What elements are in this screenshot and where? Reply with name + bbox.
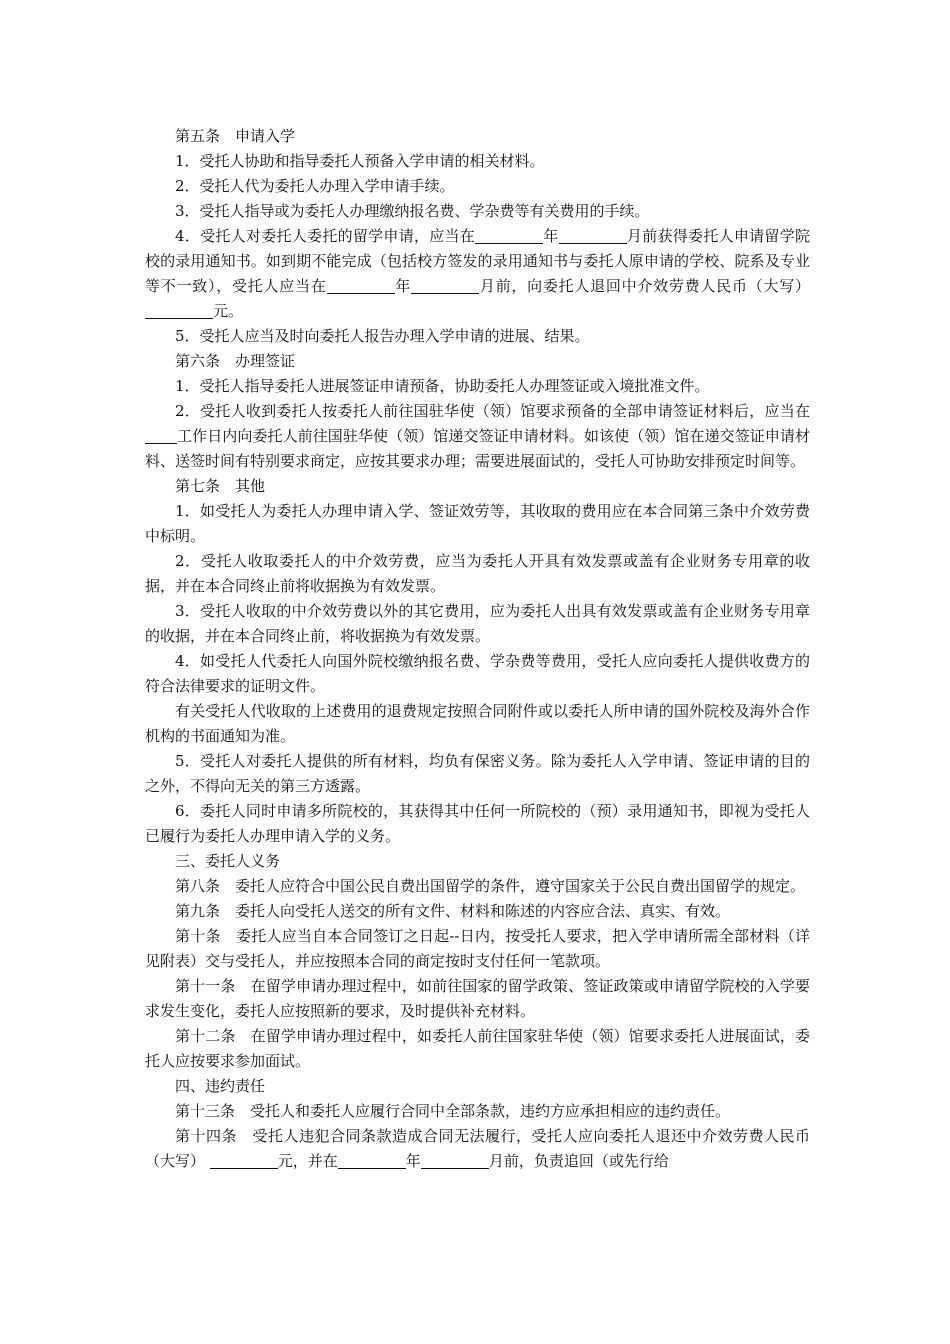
article-14	[145, 1124, 810, 1174]
text-segment: 年	[543, 227, 559, 245]
fill-blank-year[interactable]	[327, 277, 395, 294]
article-5-item-5: 5．受托人应当及时向委托人报告办理入学申请的进展、结果。	[175, 327, 590, 345]
fill-blank-amount[interactable]	[145, 302, 213, 319]
fill-blank-year[interactable]	[475, 227, 543, 244]
text-segment: 工作日内向委托人前往国驻华使（领）馆递交签证申请材料。如该使（领）馆在递交签证申请材料、送签时间有特别要求商定，应按其要求办理；需要进展面试的，受托人可协助安排预定时间等。	[145, 427, 810, 470]
article-6-item-2	[145, 399, 810, 474]
text-segment: 月前获得委托人申请留学院校的录用通知书。如到期不能完成（包括校方签发的录用通知书与委托人原申请的学校、院系及专业等不一致），受托人应当在	[145, 227, 810, 295]
article-9: 第九条 委托人向受托人送交的所有文件、材料和陈述的内容应合法、真实、有效。	[175, 902, 731, 920]
article-7-item-3: 3．受托人收取的中介效劳费以外的其它费用，应为委托人出具有效发票或盖有企业财务专用章的收据，并在本合同终止前，将收据换为有效发票。	[145, 602, 810, 645]
text-segment: 年	[405, 1152, 421, 1170]
text-segment: 第十四条 受托人违犯合同条款造成合同无法履行，受托人应向委托人退还中介效劳费人民币（大写）	[145, 1127, 810, 1170]
article-7-item-4: 4．如受托人代委托人向国外院校缴纳报名费、学杂费等费用，受托人应向委托人提供收费方的符合法律要求的证明文件。	[145, 652, 810, 695]
fill-blank-year[interactable]	[338, 1152, 406, 1169]
article-13: 第十三条 受托人和委托人应履行合同中全部条款，违约方应承担相应的违约责任。	[175, 1102, 731, 1120]
article-7-item-1: 1．如受托人为委托人办理申请入学、签证效劳等，其收取的费用应在本合同第三条中介效劳费中标明。	[145, 502, 810, 545]
article-7-item-4-note: 有关受托人代收取的上述费用的退费规定按照合同附件或以委托人所申请的国外院校及海外合作机构的书面通知为准。	[145, 702, 810, 745]
text-segment: 元，并在	[277, 1152, 338, 1170]
article-5-item-3: 3．受托人指导或为委托人办理缴纳报名费、学杂费等有关费用的手续。	[175, 202, 650, 220]
fill-blank-month[interactable]	[559, 227, 627, 244]
fill-blank-amount[interactable]	[210, 1152, 278, 1169]
article-12: 第十二条 在留学申请办理过程中，如委托人前往国家驻华使（领）馆要求委托人进展面试，委托人应按要求参加面试。	[145, 1027, 810, 1070]
text-segment: 元。	[213, 302, 244, 320]
text-segment: 年	[394, 277, 412, 295]
article-6-item-1: 1．受托人指导委托人进展签证申请预备，协助委托人办理签证或入境批准文件。	[175, 377, 710, 395]
text-segment: 4．受托人对委托人委托的留学申请，应当在	[175, 227, 476, 245]
contract-body	[145, 124, 810, 1174]
text-segment: 2．受托人收到委托人按委托人前往国驻华使（领）馆要求预备的全部申请签证材料后，应当在	[175, 402, 810, 420]
article-5-heading: 第五条 申请入学	[175, 127, 296, 145]
section-4-heading: 四、违约责任	[175, 1077, 266, 1095]
text-segment: 月前，向委托人退回中介效劳费人民币（大写）	[479, 277, 810, 295]
article-8: 第八条 委托人应符合中国公民自费出国留学的条件，遵守国家关于公民自费出国留学的规定。	[175, 877, 806, 895]
text-segment: 月前，负责追回（或先行给	[488, 1152, 669, 1170]
fill-blank-month[interactable]	[411, 277, 479, 294]
article-5-item-1: 1．受托人协助和指导委托人预备入学申请的相关材料。	[175, 152, 545, 170]
fill-blank-month[interactable]	[421, 1152, 489, 1169]
article-6-heading: 第六条 办理签证	[175, 352, 296, 370]
article-5-item-4	[145, 224, 810, 324]
article-7-heading: 第七条 其他	[175, 477, 266, 495]
article-7-item-6: 6．委托人同时申请多所院校的，其获得其中任何一所院校的（预）录用通知书，即视为受托人已履行为委托人办理申请入学的义务。	[145, 802, 810, 845]
article-10: 第十条 委托人应当自本合同签订之日起--日内，按受托人要求，把入学申请所需全部材料（详见附表）交与受托人，并应按照本合同的商定按时支付任何一笔款项。	[145, 927, 810, 970]
section-3-heading: 三、委托人义务	[175, 852, 281, 870]
fill-blank-days[interactable]	[145, 427, 177, 444]
article-7-item-2: 2．受托人收取委托人的中介效劳费，应当为委托人开具有效发票或盖有企业财务专用章的收据，并在本合同终止前将收据换为有效发票。	[145, 552, 810, 595]
article-7-item-5: 5．受托人对委托人提供的所有材料，均负有保密义务。除为委托人入学申请、签证申请的目的之外，不得向无关的第三方透露。	[145, 752, 810, 795]
article-11: 第十一条 在留学申请办理过程中，如前往国家的留学政策、签证政策或申请留学院校的入学要求发生变化，委托人应按照新的要求，及时提供补充材料。	[145, 977, 810, 1020]
article-5-item-2: 2．受托人代为委托人办理入学申请手续。	[175, 177, 455, 195]
